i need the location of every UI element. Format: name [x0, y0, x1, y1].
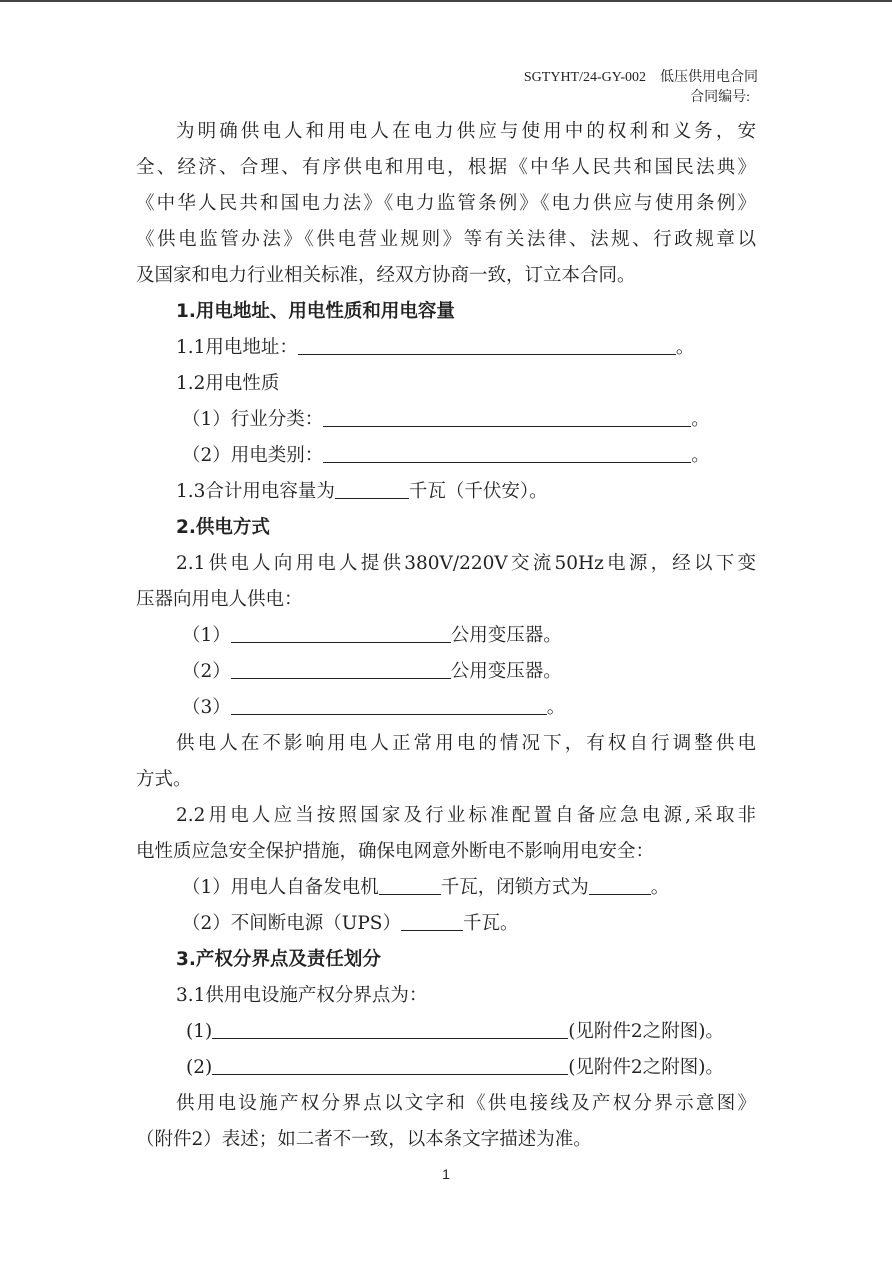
backup-line: 2.2用电人应当按照国家及行业标准配置自备应急电源,采取非 [176, 805, 756, 826]
boundary-label: (2) [186, 1057, 213, 1078]
period: 。 [691, 445, 710, 466]
address-field[interactable] [298, 330, 676, 355]
preamble-line: 及国家和电力行业相关标准，经双方协商一致，订立本合同。 [136, 265, 636, 286]
preamble-line: 《供电监管办法》《供电营业规则》等有关法律、法规、行政规章以 [136, 229, 756, 250]
boundary-suffix: (见附件2之附图)。 [568, 1021, 724, 1042]
section-2-heading: 2.供电方式 [176, 517, 270, 538]
supply-line: 压器向用电人供电： [136, 589, 303, 610]
transformer-label: （1） [182, 625, 231, 646]
generator-row [136, 870, 756, 906]
transformer-label: （2） [182, 661, 231, 682]
address-row [136, 330, 756, 366]
boundary-suffix: (见附件2之附图)。 [568, 1057, 724, 1078]
industry-label: （1）行业分类： [182, 409, 324, 430]
boundary-label: (1) [186, 1021, 213, 1042]
adjust-line: 方式。 [136, 769, 192, 790]
doc-type: 低压供用电合同 [660, 70, 758, 85]
boundary-note-line: （附件2）表述；如二者不一致，以本条文字描述为准。 [136, 1129, 592, 1150]
backup-line: 电性质应急安全保护措施，确保电网意外断电不影响用电安全： [136, 841, 655, 862]
page-number: 1 [442, 1166, 450, 1182]
preamble-line: 全、经济、合理、有序供电和用电，根据《中华人民共和国民法典》 [136, 157, 756, 178]
contract-body [136, 114, 756, 1158]
boundary-row [136, 1050, 756, 1086]
top-border [0, 0, 892, 2]
capacity-suffix: 千瓦（千伏安）。 [408, 481, 548, 502]
generator-prefix: （1）用电人自备发电机 [182, 877, 379, 898]
transformer-row [136, 618, 756, 654]
doc-code: SGTYHT/24-GY-002 [523, 70, 646, 85]
category-field[interactable] [323, 438, 691, 463]
boundary-field-2[interactable] [212, 1050, 568, 1075]
ups-kw-field[interactable] [401, 906, 463, 931]
transformer-label: （3） [182, 697, 231, 718]
category-row [136, 438, 756, 474]
lock-mode-field[interactable] [589, 870, 651, 895]
period: 。 [675, 337, 695, 358]
transformer-field-3[interactable] [231, 690, 547, 715]
generator-kw-field[interactable] [379, 870, 441, 895]
capacity-prefix: 1.3合计用电容量为 [176, 481, 335, 502]
transformer-field-2[interactable] [231, 654, 451, 679]
industry-field[interactable] [323, 402, 691, 427]
supply-line: 2.1供电人向用电人提供380V/220V交流50Hz电源，经以下变 [176, 553, 756, 574]
running-header [524, 66, 758, 86]
period: 。 [546, 697, 566, 718]
contract-number-label: 合同编号: [690, 90, 750, 105]
capacity-field[interactable] [335, 474, 409, 499]
boundary-row [136, 1014, 756, 1050]
section-3-heading: 3.产权分界点及责任划分 [176, 949, 381, 970]
preamble-line: 《中华人民共和国电力法》《电力监管条例》《电力供应与使用条例》 [136, 193, 756, 214]
transformer-row [136, 654, 756, 690]
ups-row [136, 906, 756, 942]
period: 。 [650, 877, 670, 898]
generator-mid: 千瓦，闭锁方式为 [440, 877, 589, 898]
address-label: 1.1用电地址： [176, 337, 298, 358]
capacity-row [136, 474, 756, 510]
transformer-field-1[interactable] [231, 618, 451, 643]
boundary-field-1[interactable] [212, 1014, 568, 1039]
nature-label: 1.2用电性质 [176, 373, 280, 394]
section-1-heading: 1.用电地址、用电性质和用电容量 [176, 301, 455, 322]
transformer-suffix: 公用变压器。 [450, 661, 562, 682]
boundary-note-line: 供用电设施产权分界点以文字和《供电接线及产权分界示意图》 [176, 1093, 756, 1114]
period: 。 [691, 409, 710, 430]
industry-row [136, 402, 756, 438]
ups-suffix: 千瓦。 [462, 913, 519, 934]
boundary-intro: 3.1供用电设施产权分界点为： [176, 985, 428, 1006]
adjust-line: 供电人在不影响用电人正常用电的情况下，有权自行调整供电 [176, 733, 756, 754]
preamble-line: 为明确供电人和用电人在电力供应与使用中的权利和义务，安 [176, 121, 756, 142]
ups-prefix: （2）不间断电源（UPS） [182, 913, 401, 934]
category-label: （2）用电类别： [182, 445, 324, 466]
transformer-row [136, 690, 756, 726]
transformer-suffix: 公用变压器。 [450, 625, 562, 646]
